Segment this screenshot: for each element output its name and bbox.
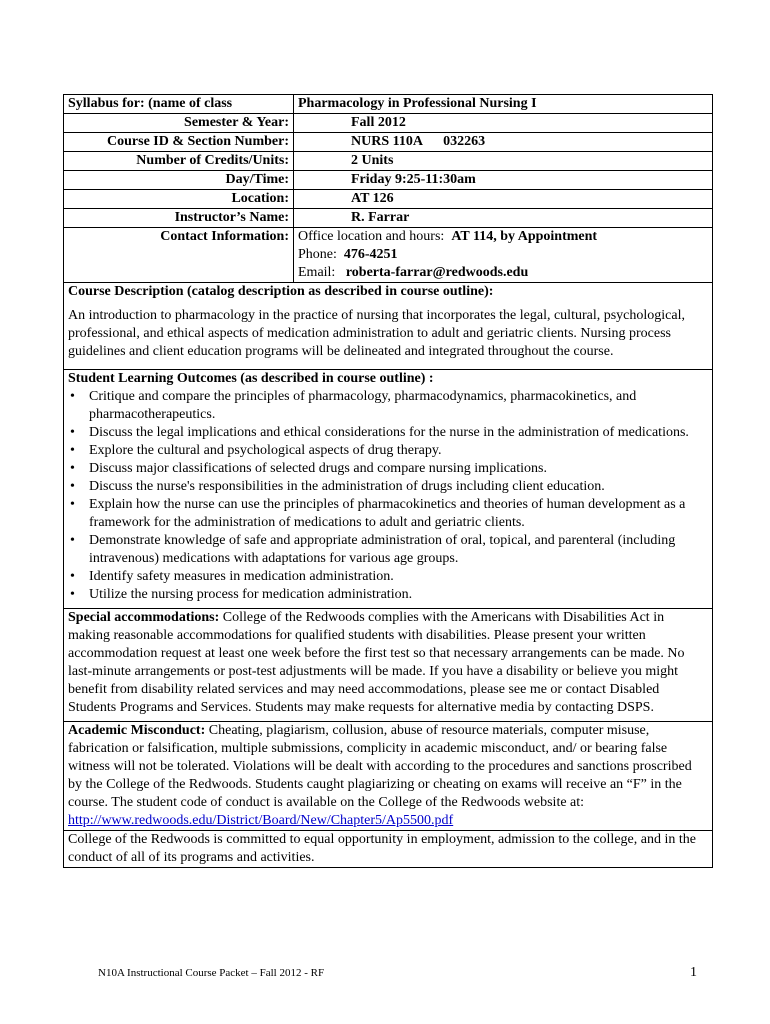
code-of-conduct-link[interactable]: http://www.redwoods.edu/District/Board/New/Chapter5/Ap5500.pdf <box>68 813 454 828</box>
accommodations-section <box>64 609 713 722</box>
info-row-location <box>64 190 713 209</box>
contact-label: Contact Information: <box>64 228 294 283</box>
phone-value: 476-4251 <box>343 247 398 262</box>
accommodations-text: College of the Redwoods complies with the Americans with Disabilities Act in making reasonable accommodations for qualified students with disabilities. Please present your written accommodation request at least one week before the first test so that necessary arrangements can be made. No last-minute arrangements or post-test adjustments will be made. If you have a disability or believe you might benefit from disability related services and may need accommodations, please see me or contact Disabled Students Programs and Services. Students may make requests for alternative media by contacting DSPS. <box>68 610 685 715</box>
outcomes-list <box>68 388 708 608</box>
list-item: • Explain how the nurse can use the principles of pharmacokinetics and theories of human development as a framework for the administration of medications to adult and geriatric clients. <box>68 496 708 532</box>
accommodations-title: Special accommodations: <box>68 610 220 625</box>
course-id-label: Course ID & Section Number: <box>64 133 294 152</box>
info-row-day-time <box>64 171 713 190</box>
list-item: • Demonstrate knowledge of safe and appropriate administration of oral, topical, and parenteral (including intravenous) medications with adaptations for various age groups. <box>68 532 708 568</box>
syllabus-header-row <box>64 95 713 114</box>
info-row-instructor <box>64 209 713 228</box>
email-line <box>298 264 708 282</box>
info-row-credits <box>64 152 713 171</box>
list-item: • Discuss the nurse's responsibilities in the administration of drugs including client education. <box>68 478 708 496</box>
semester-value: Fall 2012 <box>294 114 713 133</box>
misconduct-section <box>64 722 713 831</box>
misconduct-paragraph <box>68 722 708 830</box>
instructor-value: R. Farrar <box>294 209 713 228</box>
email-prefix: Email: <box>298 265 346 280</box>
info-row-semester <box>64 114 713 133</box>
course-description-text: An introduction to pharmacology in the practice of nursing that incorporates the legal, cultural, psychological, professional, and ethical aspects of medication administration to adult and geriatric clients. Nursing process guidelines and client education programs will be delineated and integrated throughout the course. <box>68 308 685 359</box>
semester-label: Semester & Year: <box>64 114 294 133</box>
email-value: roberta-farrar@redwoods.edu <box>345 265 529 280</box>
page-number: 1 <box>690 965 697 980</box>
list-item: • Identify safety measures in medication administration. <box>68 568 708 586</box>
outcomes-section <box>64 370 713 609</box>
office-line <box>298 228 708 246</box>
contact-details <box>294 228 713 283</box>
credits-value: 2 Units <box>294 152 713 171</box>
misconduct-title: Academic Misconduct: <box>68 723 206 738</box>
course-name: Pharmacology in Professional Nursing I <box>294 95 713 114</box>
accommodations-cell <box>64 609 713 722</box>
location-value: AT 126 <box>294 190 713 209</box>
syllabus-table <box>63 94 713 868</box>
misconduct-cell <box>64 722 713 831</box>
equal-opportunity-cell <box>64 831 713 868</box>
outcomes-title: Student Learning Outcomes (as described in course outline) : <box>68 371 434 386</box>
office-prefix: Office location and hours: <box>298 229 452 244</box>
info-row-course-id <box>64 133 713 152</box>
day-time-value: Friday 9:25-11:30am <box>294 171 713 190</box>
day-time-label: Day/Time: <box>64 171 294 190</box>
phone-line <box>298 246 708 264</box>
equal-opportunity-text: College of the Redwoods is committed to equal opportunity in employment, admission to the college, and in the conduct of all of its programs and activities. <box>68 832 696 865</box>
course-description-section <box>64 283 713 370</box>
course-description-cell <box>64 283 713 370</box>
location-label: Location: <box>64 190 294 209</box>
list-item: • Explore the cultural and psychological aspects of drug therapy. <box>68 442 708 460</box>
credits-label: Number of Credits/Units: <box>64 152 294 171</box>
course-description-title: Course Description (catalog description as described in course outline): <box>68 284 494 299</box>
instructor-label: Instructor’s Name: <box>64 209 294 228</box>
syllabus-for-label: Syllabus for: (name of class <box>64 95 294 114</box>
syllabus-document <box>63 94 713 868</box>
list-item: • Discuss major classifications of selected drugs and compare nursing implications. <box>68 460 708 478</box>
accommodations-paragraph <box>68 609 708 721</box>
misconduct-text: Cheating, plagiarism, collusion, abuse of resource materials, computer misuse, fabrication or falsification, multiple submissions, complicity in academic misconduct, and/ or bearing false witness will not be tolerated. Violations will be dealt with according to the procedures and sanctions proscribed by the College of the Redwoods. Students caught plagiarizing or cheating on exams will receive an “F” in the course. The student code of conduct is available on the College of the Redwoods website at: <box>68 723 692 810</box>
phone-prefix: Phone: <box>298 247 344 262</box>
outcomes-cell <box>64 370 713 609</box>
list-item: • Discuss the legal implications and ethical considerations for the nurse in the administration of medications. <box>68 424 708 442</box>
info-row-contact <box>64 228 713 283</box>
list-item: • Utilize the nursing process for medication administration. <box>68 586 708 604</box>
list-item: • Critique and compare the principles of pharmacology, pharmacodynamics, pharmacokinetics, and pharmacotherapeutics. <box>68 388 708 424</box>
course-id-value: NURS 110A 032263 <box>294 133 713 152</box>
page-footer: N10A Instructional Course Packet – Fall 2012 - RF <box>98 967 325 979</box>
office-value: AT 114, by Appointment <box>451 229 598 244</box>
equal-opportunity-section <box>64 831 713 868</box>
